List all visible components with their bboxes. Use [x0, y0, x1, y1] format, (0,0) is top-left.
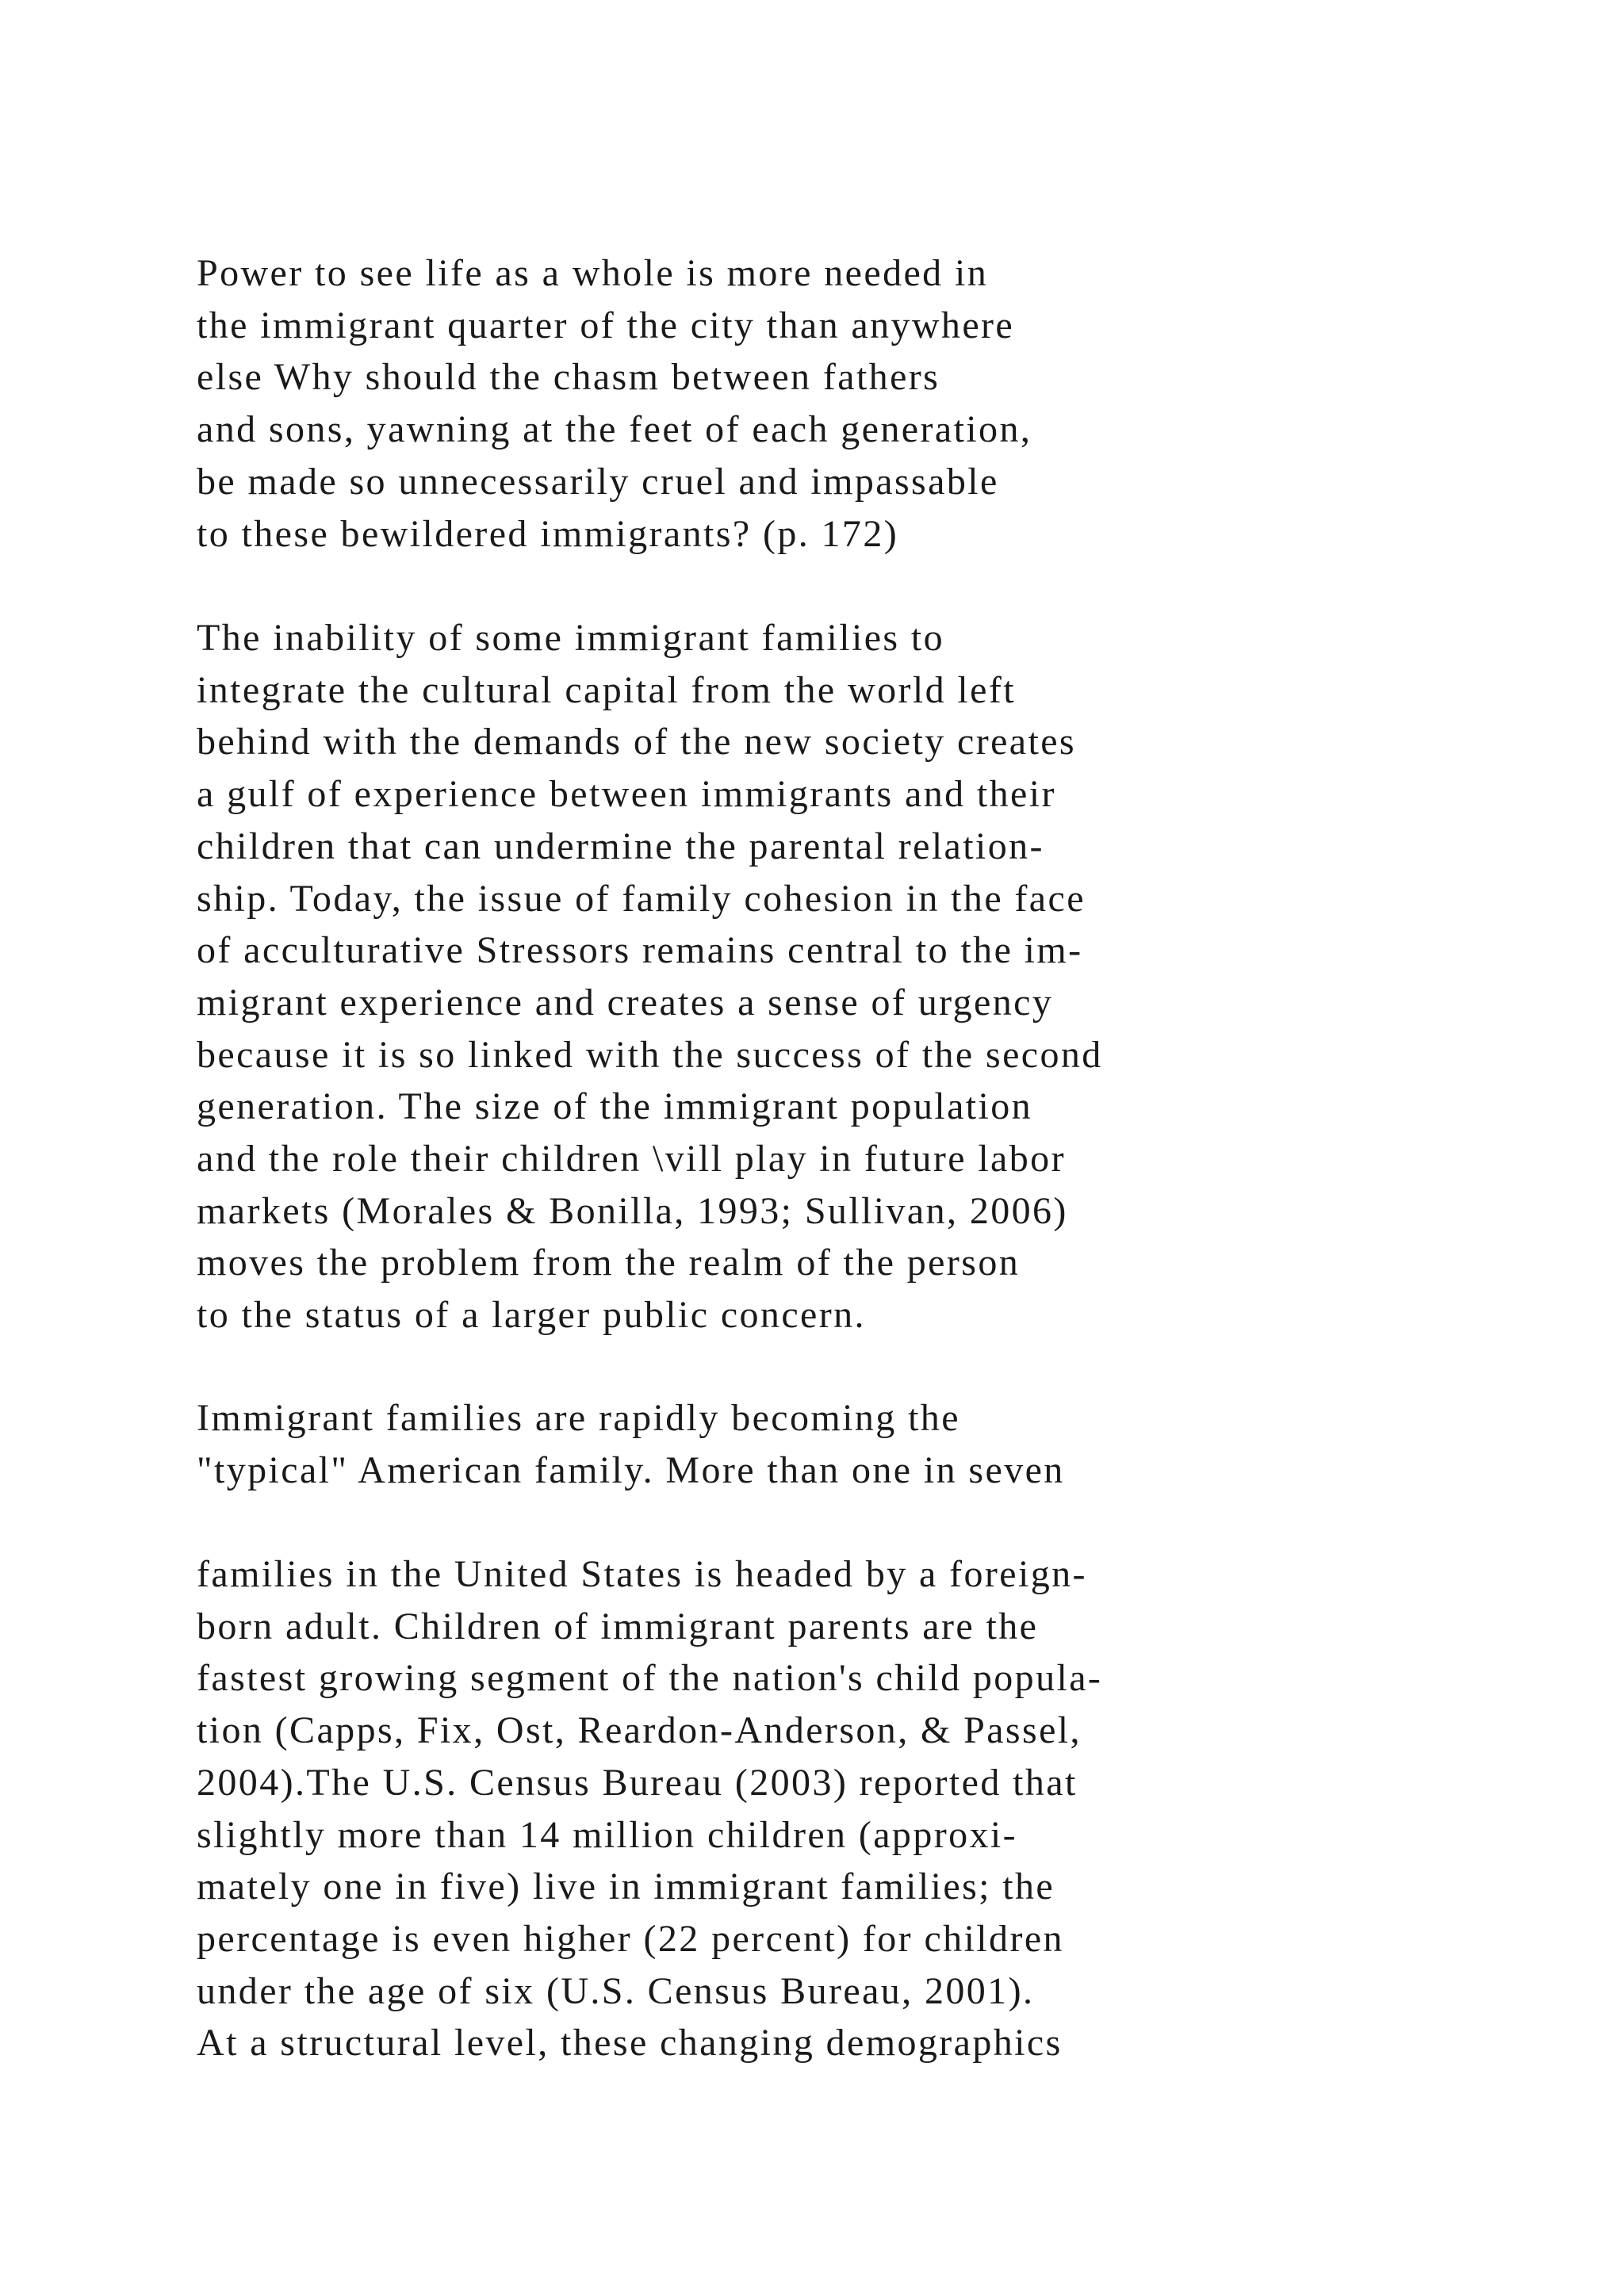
- text-line: tion (Capps, Fix, Ost, Reardon-Anderson, & Passel,: [197, 1709, 1082, 1752]
- text-line: to the status of a larger public concern.: [197, 1294, 866, 1337]
- paragraph-body: [197, 612, 1465, 1341]
- paragraph-body: [197, 1548, 1465, 2069]
- text-line: percentage is even higher (22 percent) for children: [197, 1917, 1064, 1960]
- text-line: be made so unnecessarily cruel and impassable: [197, 460, 999, 503]
- paragraph-body: [197, 1392, 1465, 1496]
- text-line: "typical" American family. More than one in seven: [197, 1448, 1065, 1491]
- paragraph-quote: [197, 247, 1465, 560]
- text-line: markets (Morales & Bonilla, 1993; Sullivan, 2006): [197, 1189, 1068, 1232]
- text-line: slightly more than 14 million children (approxi-: [197, 1813, 1018, 1856]
- text-line: The inability of some immigrant families to: [197, 617, 945, 659]
- text-line: because it is so linked with the success of the second: [197, 1033, 1103, 1076]
- text-line: At a structural level, these changing demographics: [197, 2022, 1063, 2064]
- text-line: 2004).The U.S. Census Bureau (2003) reported that: [197, 1761, 1078, 1804]
- text-line: migrant experience and creates a sense of urgency: [197, 981, 1054, 1024]
- text-line: under the age of six (U.S. Census Bureau, 2001).: [197, 1969, 1035, 2012]
- text-line: a gulf of experience between immigrants and their: [197, 773, 1056, 816]
- text-line: and the role their children \vill play in future labor: [197, 1138, 1066, 1181]
- text-line: fastest growing segment of the nation's child popula-: [197, 1657, 1103, 1700]
- text-line: of acculturative Stressors remains central to the im-: [197, 929, 1083, 972]
- text-line: Power to see life as a whole is more needed in: [197, 252, 989, 294]
- text-line: born adult. Children of immigrant parents are the: [197, 1605, 1039, 1647]
- text-line: moves the problem from the realm of the person: [197, 1242, 1021, 1284]
- text-line: Immigrant families are rapidly becoming the: [197, 1397, 960, 1439]
- text-line: generation. The size of the immigrant population: [197, 1085, 1033, 1128]
- text-line: the immigrant quarter of the city than anywhere: [197, 304, 1015, 346]
- text-line: and sons, yawning at the feet of each generation,: [197, 408, 1032, 451]
- text-line: else Why should the chasm between fathers: [197, 356, 940, 399]
- text-line: behind with the demands of the new society creates: [197, 721, 1077, 763]
- text-line: integrate the cultural capital from the world left: [197, 668, 1016, 711]
- text-line: mately one in five) live in immigrant families; the: [197, 1866, 1055, 1908]
- text-line: children that can undermine the parental relation-: [197, 825, 1044, 867]
- text-line: ship. Today, the issue of family cohesion in the face: [197, 877, 1086, 920]
- text-line: to these bewildered immigrants? (p. 172): [197, 512, 899, 555]
- text-line: families in the United States is headed by a foreign-: [197, 1553, 1087, 1595]
